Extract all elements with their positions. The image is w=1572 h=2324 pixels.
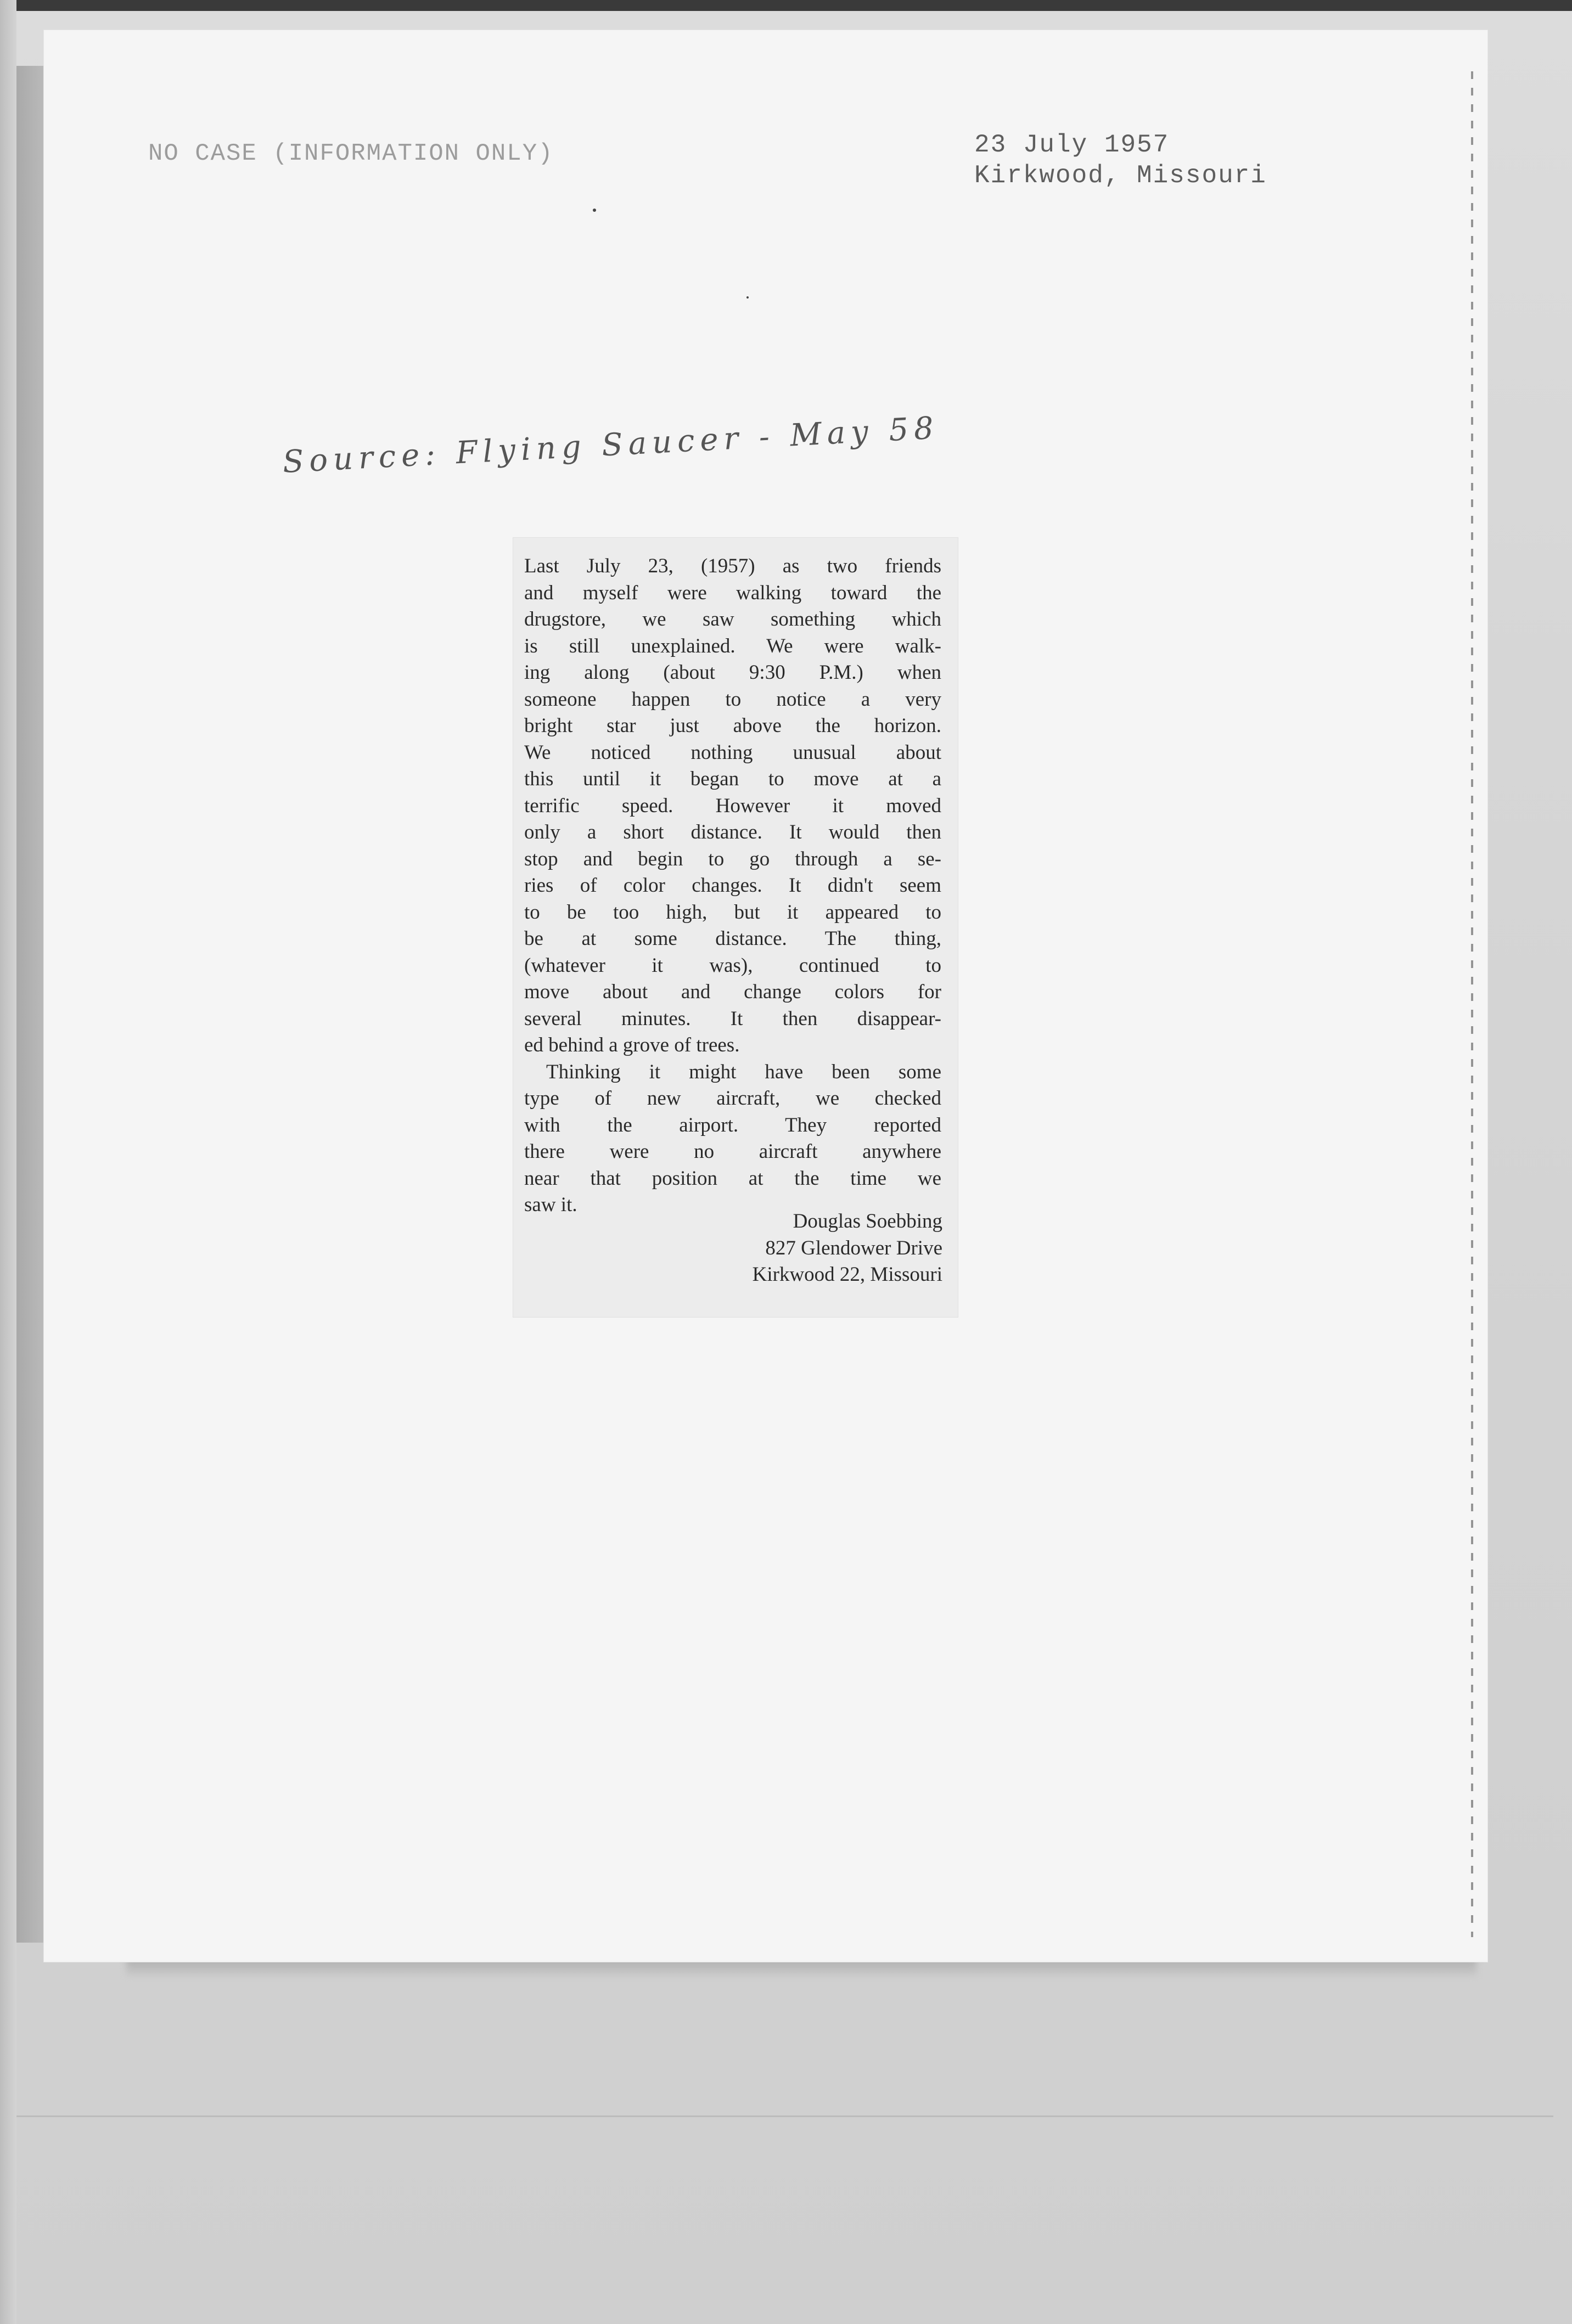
scan-divider-line bbox=[16, 2115, 1553, 2117]
clipping-line: near that position at the time we bbox=[524, 1167, 941, 1190]
clipping-line: only a short distance. It would then bbox=[524, 821, 941, 843]
signature-city: Kirkwood 22, Missouri bbox=[752, 1263, 942, 1286]
clipping-line: ries of color changes. It didn't seem bbox=[524, 874, 941, 897]
film-edge-left bbox=[0, 0, 16, 2324]
clipping-line: someone happen to notice a very bbox=[524, 688, 941, 711]
clipping-text bbox=[524, 553, 941, 1219]
clipping-line: move about and change colors for bbox=[524, 981, 941, 1003]
date-location-block bbox=[974, 130, 1267, 191]
clipping-line: ed behind a grove of trees. bbox=[524, 1034, 740, 1056]
clipping-line: bright star just above the horizon. bbox=[524, 714, 941, 737]
clipping-line: there were no aircraft anywhere bbox=[524, 1140, 941, 1163]
scan-speck bbox=[593, 209, 596, 212]
clipping-line: is still unexplained. We were walk- bbox=[524, 634, 941, 657]
clipping-line: stop and begin to go through a se- bbox=[524, 847, 941, 870]
film-edge-top bbox=[0, 0, 1572, 11]
page-right-edge bbox=[1471, 71, 1473, 1937]
clipping-line: type of new aircraft, we checked bbox=[524, 1087, 941, 1110]
report-location: Kirkwood, Missouri bbox=[974, 161, 1267, 190]
clipping-line: (whatever it was), continued to bbox=[524, 954, 941, 977]
newspaper-clipping bbox=[513, 538, 958, 1317]
clipping-line: We noticed nothing unusual about bbox=[524, 741, 941, 764]
clipping-line: several minutes. It then disappear- bbox=[524, 1007, 941, 1030]
report-date: 23 July 1957 bbox=[974, 131, 1170, 159]
clipping-line: terrific speed. However it moved bbox=[524, 794, 941, 817]
signature-name: Douglas Soebbing bbox=[793, 1210, 942, 1233]
clipping-line: drugstore, we saw something which bbox=[524, 608, 941, 631]
clipping-line: Last July 23, (1957) as two friends bbox=[524, 555, 941, 577]
clipping-line: saw it. bbox=[524, 1194, 577, 1216]
clipping-line: this until it began to move at a bbox=[524, 768, 941, 790]
clipping-line: to be too high, but it appeared to bbox=[524, 901, 941, 924]
clipping-line: ing along (about 9:30 P.M.) when bbox=[524, 661, 941, 684]
clipping-line: Thinking it might have been some bbox=[546, 1060, 941, 1083]
case-note: NO CASE (INFORMATION ONLY) bbox=[148, 140, 554, 167]
clipping-line: with the airport. They reported bbox=[524, 1113, 941, 1136]
signature-address: 827 Glendower Drive bbox=[765, 1236, 942, 1259]
clipping-signature bbox=[524, 1208, 942, 1288]
handwritten-source-note: Source: Flying Saucer - May 58 bbox=[282, 410, 940, 480]
scan-speck bbox=[746, 296, 749, 299]
clipping-line: and myself were walking toward the bbox=[524, 581, 941, 604]
clipping-line: be at some distance. The thing, bbox=[524, 927, 941, 950]
